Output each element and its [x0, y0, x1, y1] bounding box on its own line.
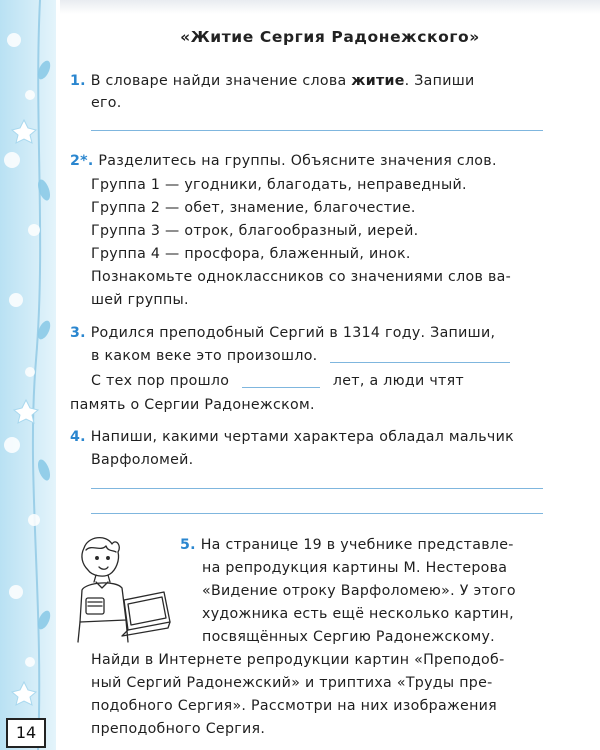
task5-text-1: На странице 19 в учебнике представле- — [200, 537, 514, 553]
task5-line5: посвящённых Сергию Радонежскому. — [202, 629, 495, 645]
task5-line1 — [180, 534, 514, 556]
task1-number: 1. — [70, 73, 86, 89]
task2-group-1: Группа 1 — угодники, благодать, неправедный. — [91, 177, 467, 193]
task3-text-3b: лет, а люди чтят — [332, 373, 464, 389]
task4-number: 4. — [70, 429, 86, 445]
task1-line2: его. — [91, 95, 122, 111]
task4-text-1: Напиши, какими чертами характера обладал мальчик — [90, 429, 514, 445]
task2-number: 2*. — [70, 153, 94, 169]
task3-line1 — [70, 322, 495, 344]
task3-text-1: Родился преподобный Сергий в 1314 году. Запиши, — [90, 325, 496, 341]
task3-number: 3. — [70, 325, 86, 341]
boy-with-laptop-illustration — [66, 530, 176, 645]
task1-line1 — [70, 70, 475, 92]
page-number: 14 — [6, 718, 46, 748]
task5-cont-3: подобного Сергия». Рассмотри на них изображения — [91, 698, 497, 714]
task2-outro-2: шей группы. — [91, 292, 189, 308]
decorative-margin — [0, 0, 56, 750]
task5-line4: художника есть ещё несколько картин, — [202, 606, 514, 622]
task5-cont-1: Найди в Интернете репродукции картин «Преподоб- — [91, 652, 505, 668]
task5-cont-4: преподобного Сергия. — [91, 721, 266, 737]
task5-number: 5. — [180, 537, 196, 553]
task5-line3: «Видение отроку Варфоломею». У этого — [202, 583, 516, 599]
task1-keyword: житие — [351, 73, 405, 89]
task3-line3 — [91, 370, 464, 392]
task3-text-2: в каком веке это произошло. — [91, 348, 318, 364]
task2-intro-line — [70, 150, 497, 172]
task3-text-3a: С тех пор прошло — [91, 373, 230, 389]
page-top-shadow — [60, 0, 600, 14]
task1-text-a: В словаре найди значение слова — [90, 73, 352, 89]
task4-line2: Варфоломей. — [91, 452, 194, 468]
task4-answer-line-2[interactable] — [91, 513, 543, 514]
task3-line4: память о Сергии Радонежском. — [70, 397, 315, 413]
task1-answer-line[interactable] — [91, 130, 543, 131]
task4-line1 — [70, 426, 514, 448]
task3-line2 — [91, 345, 510, 367]
task2-group-4: Группа 4 — просфора, блаженный, инок. — [91, 246, 411, 262]
task2-group-3: Группа 3 — отрок, благообразный, иерей. — [91, 223, 419, 239]
task2-group-2: Группа 2 — обет, знамение, благочестие. — [91, 200, 416, 216]
page-title: «Житие Сергия Радонежского» — [180, 28, 480, 46]
task2-intro: Разделитесь на группы. Объясните значения слов. — [98, 153, 497, 169]
task5-line2: на репродукция картины М. Нестерова — [202, 560, 508, 576]
task2-outro-1: Познакомьте одноклассников со значениями слов ва- — [91, 269, 512, 285]
task1-text-b: . Запиши — [404, 73, 475, 89]
task3-years-blank[interactable] — [242, 373, 320, 388]
task4-answer-line-1[interactable] — [91, 488, 543, 489]
task3-century-blank[interactable] — [330, 348, 510, 363]
floral-border-illustration — [0, 0, 56, 750]
task5-cont-2: ный Сергий Радонежский» и триптиха «Труды пре- — [91, 675, 493, 691]
